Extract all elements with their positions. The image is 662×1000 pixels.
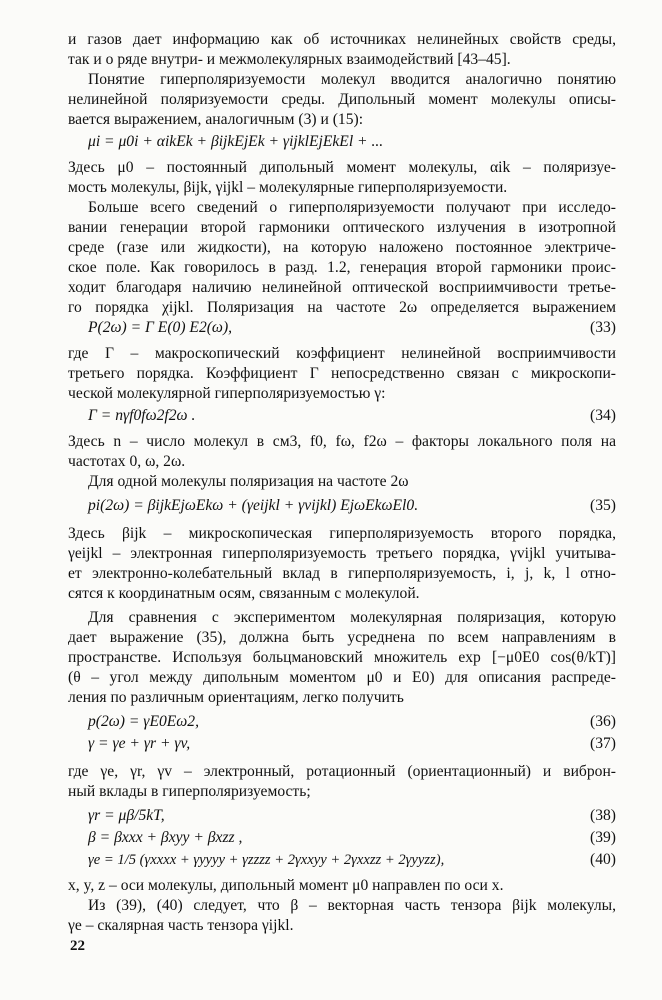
- equation-body: pi(2ω) = βijkEjωEkω + (γeijkl + γvijkl) EjωEkωEl0.: [88, 497, 419, 514]
- equation-number: (35): [590, 497, 616, 514]
- text-line: вании генерации второй гармоники оптического излучения в изотропной: [68, 219, 616, 236]
- equation-38: [68, 806, 616, 826]
- text-line: вается выражением, аналогичным (3) и (15):: [68, 111, 364, 128]
- text-line: ходит благодаря наличию нелинейной оптической восприимчивости третье-: [68, 279, 616, 296]
- equation-body: γr = μβ/5kT,: [88, 807, 165, 824]
- text-line: (θ – угол между дипольным моментом μ0 и E0) для описания распреде-: [68, 669, 616, 686]
- text-line: третьего порядка. Коэффициент Γ непосредственно связан с микроскопи-: [68, 365, 616, 382]
- text-line: x, y, z – оси молекулы, дипольный момент μ0 направлен по оси x.: [68, 877, 504, 894]
- equation-34: [68, 406, 616, 426]
- text-line: сятся к координатным осям, связанным с молекулой.: [68, 585, 420, 602]
- text-line: Больше всего сведений о гиперполяризуемости получают при исследо-: [88, 199, 616, 216]
- text-line: го порядка χijkl. Поляризация на частоте 2ω определяется выражением: [68, 299, 616, 316]
- equation-body: P(2ω) = Γ E(0) E2(ω),: [88, 319, 233, 336]
- equation-number: (38): [590, 807, 616, 824]
- text-line: ское поле. Как говорилось в разд. 1.2, генерация второй гармоники проис-: [68, 259, 616, 276]
- equation-body: β = βxxx + βxyy + βxzz ,: [88, 829, 243, 846]
- page-number: 22: [70, 938, 85, 954]
- equation-body: γ = γe + γr + γv,: [88, 735, 191, 752]
- text-line: Для одной молекулы поляризация на частоте 2ω: [88, 473, 409, 490]
- text-line: ческой молекулярной гиперполяризуемостью γ:: [68, 385, 386, 402]
- equation-body: Γ = nγf0fω2f2ω .: [88, 407, 196, 424]
- text-line: γeijkl – электронная гиперполяризуемость третьего порядка, γvijkl учитыва-: [68, 545, 616, 562]
- text-line: нелинейной поляризуемости среды. Дипольный момент молекулы описы-: [68, 91, 616, 108]
- equation-36: [68, 712, 616, 732]
- equation-dipole-moment: μi = μ0i + αikEk + βijkEjEk + γijklEjEkEl + ...: [88, 133, 384, 150]
- text-line: где γe, γr, γv – электронный, ротационный (ориентационный) и виброн-: [68, 763, 616, 780]
- text-line: среде (газе или жидкости), на которую наложено постоянное электриче-: [68, 239, 616, 256]
- text-line: ет электронно-колебательный вклад в гиперполяризуемость, i, j, k, l отно-: [68, 565, 616, 582]
- text-line: γe – скалярная часть тензора γijkl.: [68, 917, 294, 934]
- text-line: где Γ – макроскопический коэффициент нелинейной восприимчивости: [68, 345, 616, 362]
- text-line: ный вклады в гиперполяризуемость;: [68, 783, 311, 800]
- equation-33: [68, 318, 616, 338]
- equation-35: [68, 496, 616, 516]
- text-line: и газов дает информацию как об источниках нелинейных свойств среды,: [68, 31, 616, 48]
- text-line: Здесь μ0 – постоянный дипольный момент молекулы, αik – поляризуе-: [68, 159, 616, 176]
- equation-39: [68, 828, 616, 848]
- text-line: дает выражение (35), должна быть усреднена по всем направлениям в: [68, 629, 616, 646]
- text-line: частотах 0, ω, 2ω.: [68, 453, 186, 470]
- text-line: Для сравнения с экспериментом молекулярная поляризация, которую: [88, 609, 616, 626]
- equation-number: (36): [590, 713, 616, 730]
- text-line: Здесь n – число молекул в см3, f0, fω, f2ω – факторы локального поля на: [68, 433, 616, 450]
- equation-37: [68, 734, 616, 754]
- text-line: Понятие гиперполяризуемости молекул вводится аналогично понятию: [88, 71, 616, 88]
- equation-number: (39): [590, 829, 616, 846]
- equation-40: [68, 850, 616, 870]
- equation-body: p(2ω) = γE0Eω2,: [88, 713, 200, 730]
- text-line: мость молекулы, βijk, γijkl – молекулярные гиперполяризуемости.: [68, 179, 508, 196]
- equation-body: γe = 1/5 (γxxxx + γyyyy + γzzzz + 2γxxyy + 2γxxzz + 2γyyzz),: [88, 852, 445, 868]
- text-line: ления по различным ориентациям, легко получить: [68, 689, 404, 706]
- text-line: Здесь βijk – микроскопическая гиперполяризуемость второго порядка,: [68, 525, 616, 542]
- text-line: пространстве. Используя больцмановский множитель exp [−μ0E0 cos(θ/kT)]: [68, 649, 616, 666]
- equation-number: (37): [590, 735, 616, 752]
- text-line: так и о ряде внутри- и межмолекулярных взаимодействий [43–45].: [68, 51, 511, 68]
- equation-number: (40): [590, 851, 616, 868]
- equation-number: (33): [590, 319, 616, 336]
- text-line: Из (39), (40) следует, что β – векторная часть тензора βijk молекулы,: [88, 897, 616, 914]
- equation-number: (34): [590, 407, 616, 424]
